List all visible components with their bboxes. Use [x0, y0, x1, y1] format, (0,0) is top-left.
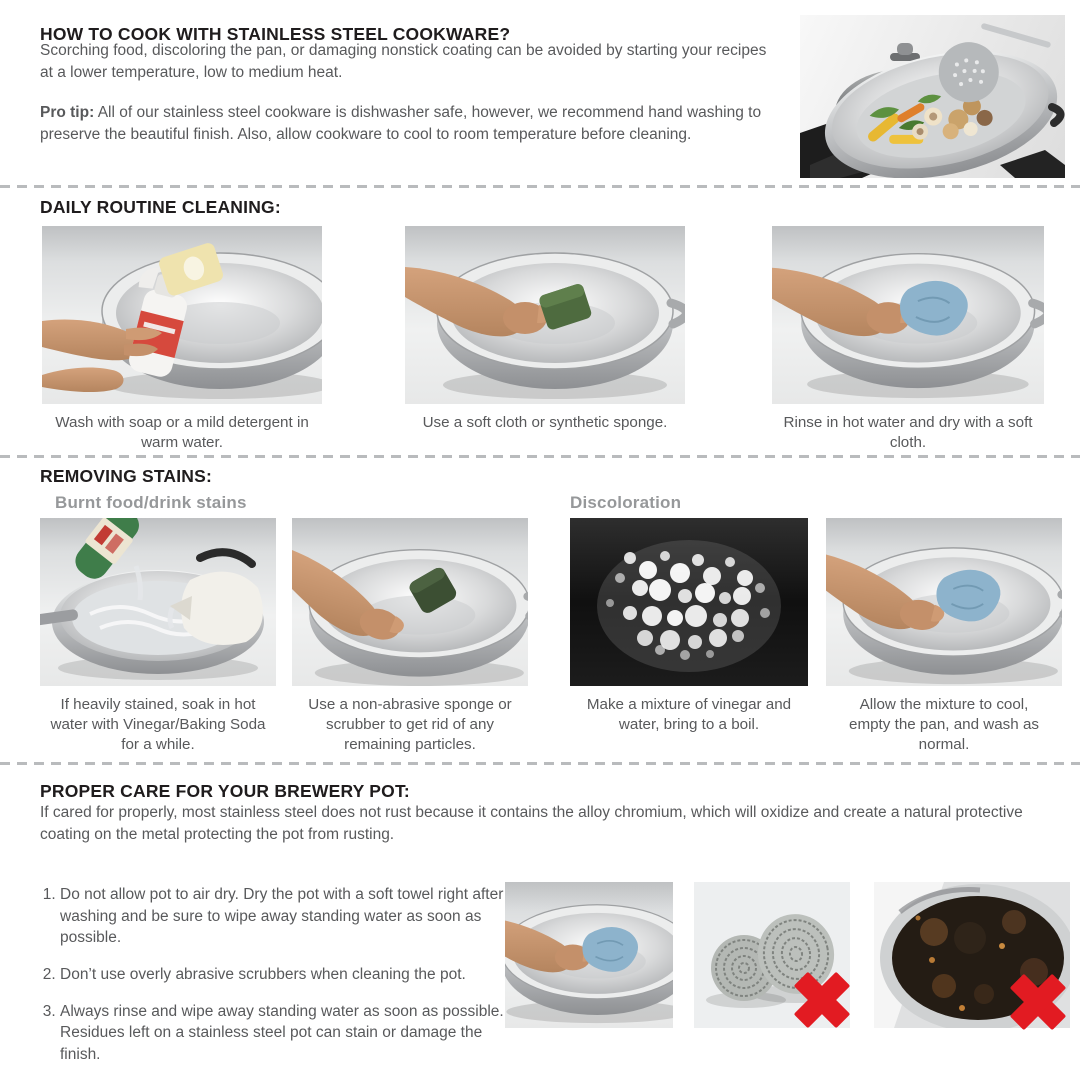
photo-vinegar-soak — [40, 518, 276, 686]
stain-caption-scrub: Use a non-abrasive sponge or scrubber to get rid of any remaining particles. — [308, 696, 512, 754]
cook-paragraph: Scorching food, discoloring the pan, or damaging nonstick coating can be avoided by starting your recipes at a lower temperature, low to medium heat. — [40, 42, 767, 81]
pro-tip-text: All of our stainless steel cookware is dishwasher safe, however, we recommend hand washing to preserve the beautiful finish. Also, allow cookware to cool to room temperature before cleaning. — [40, 104, 762, 143]
red-x-icon — [1006, 970, 1070, 1034]
dashed-divider — [0, 762, 1080, 765]
stain-caption-soak: If heavily stained, soak in hot water with Vinegar/Baking Soda for a while. — [50, 696, 266, 754]
care-intro: If cared for properly, most stainless steel does not rust because it contains the alloy chromium, which will oxidize and create a natural protective coating on the metal protecting the pot from rusting. — [40, 804, 1023, 843]
daily-step-rinse — [772, 226, 1044, 453]
dashed-divider — [0, 455, 1080, 458]
photo-stirfry-wok — [800, 15, 1065, 178]
section-daily-title: DAILY ROUTINE CLEANING: — [40, 197, 281, 217]
section-care-title: PROPER CARE FOR YOUR BREWERY POT: — [40, 781, 410, 801]
photo-cool-wipe — [826, 518, 1062, 686]
stain-step-scrub — [292, 518, 528, 755]
stain-step-soak — [40, 518, 276, 755]
stain-caption-boil: Make a mixture of vinegar and water, bring to a boil. — [586, 696, 792, 734]
stain-caption-cool: Allow the mixture to cool, empty the pan, and wash as normal. — [849, 696, 1039, 754]
cook-pro-tip — [40, 102, 782, 145]
care-list-item: 1. Do not allow pot to air dry. Dry the pot with a soft towel right after washing and be sure to wipe away standing water as soon as possible. — [60, 884, 518, 949]
daily-step-sponge — [405, 226, 685, 433]
subheading-burnt-stains: Burnt food/drink stains — [55, 493, 247, 512]
photo-rinse-dry — [772, 226, 1044, 404]
subheading-discoloration: Discoloration — [570, 493, 682, 512]
care-photo-dry-towel — [505, 882, 673, 1028]
daily-caption-rinse: Rinse in hot water and dry with a soft cloth. — [783, 414, 1033, 452]
care-list-item: 3. Always rinse and wipe away standing water as soon as possible. Residues left on a stainless steel pot can stain or damage the finish. — [60, 1001, 518, 1066]
photo-nonabrasive-sponge — [292, 518, 528, 686]
photo-soft-sponge — [405, 226, 685, 404]
red-x-icon — [790, 968, 854, 1032]
care-list — [40, 884, 518, 1080]
daily-caption-wash: Wash with soap or a mild detergent in warm water. — [55, 414, 309, 452]
section-cook-title: HOW TO COOK WITH STAINLESS STEEL COOKWARE? — [40, 24, 511, 44]
photo-boiling-mixture — [570, 518, 808, 686]
care-photo-burnt-pot — [874, 882, 1070, 1028]
section-stains-title: REMOVING STAINS: — [40, 466, 213, 486]
stirfry-wok-illustration — [800, 15, 1065, 178]
stain-step-cool — [826, 518, 1062, 755]
pro-tip-label: Pro tip: — [40, 104, 95, 121]
dashed-divider — [0, 185, 1080, 188]
daily-caption-sponge: Use a soft cloth or synthetic sponge. — [422, 414, 668, 431]
stain-step-boil — [570, 518, 808, 735]
care-list-item: 2. Don’t use overly abrasive scrubbers when cleaning the pot. — [60, 964, 518, 986]
care-photo-steel-scrubbers — [694, 882, 850, 1028]
daily-step-wash — [42, 226, 322, 453]
photo-wash-soap — [42, 226, 322, 404]
